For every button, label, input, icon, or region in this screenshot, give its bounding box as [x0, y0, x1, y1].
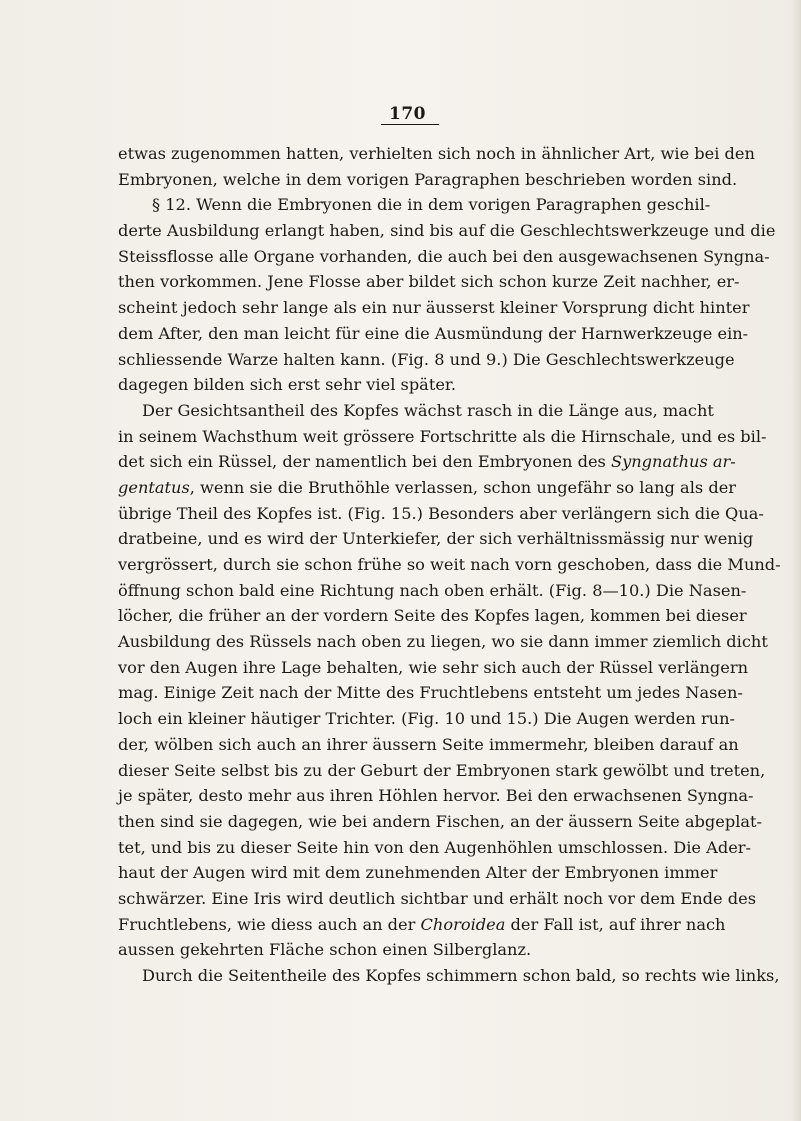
text-line-start: det sich ein Rüssel, der namentlich bei den Embryonen des: [118, 452, 606, 472]
text-line: öffnung schon bald eine Richtung nach oben erhält. (Fig. 8—10.) Die Nasen-: [118, 580, 747, 600]
text-line: derte Ausbildung erlangt haben, sind bis auf die Geschlechtswerkzeuge und die: [118, 221, 776, 241]
italic-term: Choroidea: [420, 914, 506, 934]
text-line: dem After, den man leicht für eine die Ausmündung der Harnwerkzeuge ein-: [118, 323, 749, 343]
text-line: haut der Augen wird mit dem zunehmenden Alter der Embryonen immer: [118, 863, 718, 883]
text-line: Durch die Seitentheile des Kopfes schimmern schon bald, so rechts wie links,: [142, 966, 780, 985]
text-line: dieser Seite selbst bis zu der Geburt der Embryonen stark gewölbt und treten,: [118, 760, 766, 780]
text-line: dagegen bilden sich erst sehr viel später.: [118, 375, 457, 395]
italic-species-name-cont: gentatus: [118, 477, 190, 497]
page-edge-shadow: [791, 0, 801, 1121]
text-line: § 12. Wenn die Embryonen die in dem vorigen Paragraphen geschil-: [152, 195, 711, 215]
text-line-rest: , wenn sie die Bruthöhle verlassen, schon ungefähr so lang als der: [189, 477, 737, 497]
text-line: etwas zugenommen hatten, verhielten sich noch in ähnlicher Art, wie bei den: [118, 144, 755, 163]
text-line: vor den Augen ihre Lage behalten, wie sehr sich auch der Rüssel verlängern: [118, 657, 749, 677]
text-line: aussen gekehrten Fläche schon einen Silberglanz.: [118, 940, 532, 960]
text-line: mag. Einige Zeit nach der Mitte des Fruchtlebens entsteht um jedes Nasen-: [118, 683, 743, 703]
page-number-underline: [381, 124, 439, 125]
text-line: then sind sie dagegen, wie bei andern Fischen, an der äussern Seite abgeplat-: [118, 811, 762, 831]
text-line: scheint jedoch sehr lange als ein nur äusserst kleiner Vorsprung dicht hinter: [118, 298, 750, 318]
text-line: schwärzer. Eine Iris wird deutlich sichtbar und erhält noch vor dem Ende des: [118, 888, 757, 908]
text-line: Der Gesichtsantheil des Kopfes wächst rasch in die Länge aus, macht: [142, 400, 714, 420]
text-line: übrige Theil des Kopfes ist. (Fig. 15.) Besonders aber verlängern sich die Qua-: [118, 503, 764, 523]
italic-species-name: Syngnathus ar-: [611, 452, 736, 472]
text-line: Steissflosse alle Organe vorhanden, die auch bei den ausgewachsenen Syngna-: [118, 246, 770, 266]
text-line-with-italic: [118, 449, 736, 475]
text-line-end: der Fall ist, auf ihrer nach: [510, 914, 726, 934]
text-line: tet, und bis zu dieser Seite hin von den Augenhöhlen umschlossen. Die Ader-: [118, 837, 751, 857]
text-line: loch ein kleiner häutiger Trichter. (Fig. 10 und 15.) Die Augen werden run-: [118, 709, 736, 729]
text-line: Ausbildung des Rüssels nach oben zu liegen, wo sie dann immer ziemlich dicht: [118, 632, 768, 652]
text-line: Embryonen, welche in dem vorigen Paragraphen beschrieben worden sind.: [118, 169, 738, 189]
text-line: dratbeine, und es wird der Unterkiefer, der sich verhältnissmässig nur wenig: [118, 529, 754, 549]
text-line: löcher, die früher an der vordern Seite des Kopfes lagen, kommen bei dieser: [118, 606, 747, 626]
text-line: [118, 475, 737, 501]
text-line: in seinem Wachsthum weit grössere Fortschritte als die Hirnschale, und es bil-: [118, 426, 767, 446]
text-line: der, wölben sich auch an ihrer äussern Seite immermehr, bleiben darauf an: [118, 734, 739, 754]
text-line: je später, desto mehr aus ihren Höhlen hervor. Bei den erwachsenen Syngna-: [118, 786, 754, 806]
page-number: 170: [389, 104, 426, 124]
text-line: schliessende Warze halten kann. (Fig. 8 und 9.) Die Geschlechtswerkzeuge: [118, 349, 735, 369]
body-text: [118, 141, 781, 989]
text-line-with-italic: [118, 912, 726, 938]
text-line: then vorkommen. Jene Flosse aber bildet sich schon kurze Zeit nachher, er-: [118, 272, 740, 292]
text-line-start: Fruchtlebens, wie diess auch an der: [118, 914, 416, 934]
text-line: vergrössert, durch sie schon frühe so weit nach vorn geschoben, dass die Mund-: [118, 555, 781, 574]
